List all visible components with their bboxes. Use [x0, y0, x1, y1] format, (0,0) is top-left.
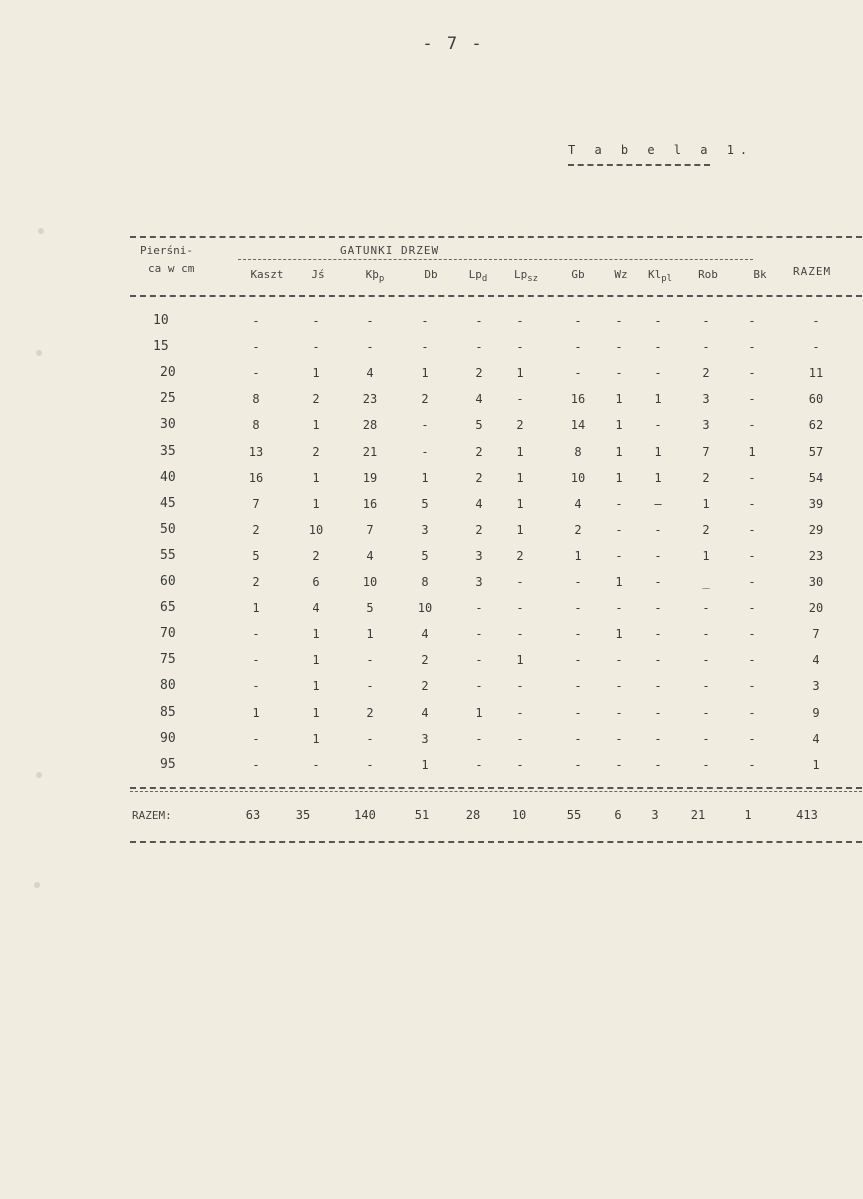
count-cell: - — [516, 705, 524, 720]
count-cell: 1 — [421, 757, 429, 772]
count-cell: - — [654, 757, 662, 772]
species-group-header: GATUNKI DRZEW — [340, 244, 440, 257]
count-cell: 1 — [312, 418, 320, 433]
count-cell: - — [615, 522, 623, 537]
count-cell: - — [615, 653, 623, 668]
count-cell: - — [574, 627, 582, 642]
column-total-cell: 140 — [354, 808, 376, 822]
count-cell: - — [574, 366, 582, 381]
diameter-cell: 80 — [160, 678, 176, 694]
count-cell: 10 — [570, 470, 586, 485]
species-header — [688, 268, 728, 281]
count-cell: - — [421, 418, 429, 433]
diameter-cell: 85 — [160, 704, 176, 720]
count-cell: - — [615, 314, 623, 328]
count-cell: 2 — [252, 575, 260, 589]
count-cell: 1 — [312, 366, 320, 381]
count-cell: 14 — [570, 418, 586, 433]
count-cell: 1 — [748, 444, 756, 459]
row-total-cell: 60 — [808, 392, 824, 407]
count-cell: 3 — [702, 418, 710, 433]
count-cell: - — [574, 679, 582, 694]
count-cell: - — [654, 314, 662, 328]
count-cell: 1 — [312, 705, 320, 720]
count-cell: 7 — [366, 522, 374, 537]
count-cell: - — [574, 314, 582, 328]
count-cell: 1 — [312, 653, 320, 668]
count-cell: 2 — [312, 392, 320, 407]
species-header-main: Kaszt — [250, 268, 284, 281]
diameter-cell: 40 — [160, 469, 176, 485]
row-total-cell: - — [812, 314, 820, 328]
column-total-cell: 63 — [245, 808, 261, 822]
count-cell: - — [654, 679, 662, 694]
count-cell: 5 — [421, 496, 429, 511]
count-cell: - — [615, 731, 623, 746]
count-cell: 3 — [421, 522, 429, 537]
species-header-main: Lp — [468, 268, 482, 281]
group-rule — [238, 259, 753, 260]
count-cell: - — [516, 314, 524, 328]
count-cell: 4 — [475, 392, 483, 407]
count-cell: 1 — [475, 705, 483, 720]
count-cell: 4 — [366, 366, 374, 381]
count-cell: — — [654, 496, 662, 511]
count-cell: - — [615, 548, 623, 563]
count-cell: - — [421, 340, 429, 355]
column-total-cell: 10 — [511, 808, 527, 822]
count-cell: - — [702, 314, 710, 328]
species-header — [355, 268, 395, 284]
diameter-header-line2: ca w cm — [148, 262, 195, 275]
count-cell: - — [702, 601, 710, 616]
count-cell: - — [748, 366, 756, 381]
diameter-cell: 65 — [160, 600, 176, 616]
count-cell: - — [312, 340, 320, 355]
count-cell: - — [475, 653, 483, 668]
count-cell: 1 — [574, 548, 582, 563]
count-cell: - — [615, 679, 623, 694]
count-cell: - — [475, 627, 483, 642]
species-header — [247, 268, 287, 281]
count-cell: - — [516, 627, 524, 642]
count-cell: 16 — [570, 392, 586, 407]
count-cell: 8 — [252, 418, 260, 433]
count-cell: - — [366, 679, 374, 694]
count-cell: - — [312, 314, 320, 328]
count-cell: 1 — [654, 392, 662, 407]
count-cell: - — [748, 548, 756, 563]
count-cell: - — [516, 601, 524, 616]
species-header — [740, 268, 780, 281]
count-cell: 4 — [421, 627, 429, 642]
count-cell: 2 — [475, 470, 483, 485]
count-cell: 3 — [475, 575, 483, 589]
count-cell: - — [615, 496, 623, 511]
row-total-cell: 3 — [812, 679, 820, 694]
row-total-cell: 11 — [808, 366, 824, 381]
count-cell: - — [252, 314, 260, 328]
count-cell: 3 — [702, 392, 710, 407]
column-total-cell: 35 — [295, 808, 311, 822]
count-cell: - — [574, 575, 582, 589]
count-cell: 7 — [702, 444, 710, 459]
count-cell: - — [615, 757, 623, 772]
count-cell: - — [748, 575, 756, 589]
count-cell: 23 — [362, 392, 378, 407]
count-cell: 1 — [615, 575, 623, 589]
count-cell: - — [312, 757, 320, 772]
total-column-header: RAZEM — [793, 265, 832, 278]
count-cell: 16 — [362, 496, 378, 511]
count-cell: - — [252, 731, 260, 746]
row-total-cell: 29 — [808, 522, 824, 537]
count-cell: - — [366, 731, 374, 746]
species-header — [640, 268, 680, 284]
count-cell: 8 — [252, 392, 260, 407]
row-total-cell: 62 — [808, 418, 824, 433]
count-cell: 1 — [312, 470, 320, 485]
count-cell: 1 — [516, 653, 524, 668]
count-cell: 2 — [516, 418, 524, 433]
count-cell: 1 — [516, 496, 524, 511]
count-cell: 3 — [475, 548, 483, 563]
count-cell: 1 — [312, 731, 320, 746]
count-cell: - — [366, 757, 374, 772]
diameter-cell: 10 — [153, 313, 169, 328]
count-cell: 8 — [574, 444, 582, 459]
column-total-cell: 3 — [651, 808, 659, 822]
count-cell: - — [702, 757, 710, 772]
punch-hole-mark — [36, 772, 42, 778]
count-cell: - — [516, 679, 524, 694]
punch-hole-mark — [36, 350, 42, 356]
punch-hole-mark — [34, 882, 40, 888]
page-number: - 7 - — [422, 34, 484, 54]
count-cell: 1 — [615, 444, 623, 459]
count-cell: - — [574, 757, 582, 772]
count-cell: 2 — [252, 522, 260, 537]
count-cell: - — [654, 522, 662, 537]
count-cell: 8 — [421, 575, 429, 589]
count-cell: 2 — [421, 653, 429, 668]
count-cell: 5 — [366, 601, 374, 616]
count-cell: - — [654, 418, 662, 433]
count-cell: 1 — [516, 522, 524, 537]
count-cell: 10 — [308, 522, 324, 537]
count-cell: 5 — [421, 548, 429, 563]
count-cell: - — [615, 705, 623, 720]
column-total-cell: 1 — [744, 808, 752, 822]
count-cell: 13 — [248, 444, 264, 459]
count-cell: 4 — [421, 705, 429, 720]
row-total-cell: - — [812, 340, 820, 355]
row-total-cell: 54 — [808, 470, 824, 485]
count-cell: 1 — [252, 601, 260, 616]
count-cell: 2 — [574, 522, 582, 537]
species-header — [506, 268, 546, 284]
count-cell: 2 — [516, 548, 524, 563]
count-cell: 2 — [475, 444, 483, 459]
count-cell: - — [475, 679, 483, 694]
count-cell: 1 — [312, 496, 320, 511]
column-total-cell: 28 — [465, 808, 481, 822]
count-cell: 1 — [615, 470, 623, 485]
count-cell: 1 — [516, 366, 524, 381]
count-cell: - — [654, 627, 662, 642]
count-cell: - — [702, 340, 710, 355]
count-cell: - — [366, 340, 374, 355]
count-cell: - — [748, 496, 756, 511]
count-cell: - — [252, 653, 260, 668]
count-cell: - — [421, 444, 429, 459]
count-cell: - — [516, 575, 524, 589]
count-cell: 2 — [312, 548, 320, 563]
count-cell: - — [574, 653, 582, 668]
count-cell: - — [748, 731, 756, 746]
diameter-cell: 15 — [153, 339, 169, 355]
diameter-cell: 95 — [160, 756, 176, 772]
species-header-main: Lp — [513, 268, 528, 281]
count-cell: - — [574, 705, 582, 720]
count-cell: - — [702, 627, 710, 642]
count-cell: - — [748, 679, 756, 694]
count-cell: _ — [702, 575, 710, 589]
species-header-main: Jś — [311, 268, 325, 281]
count-cell: 28 — [362, 418, 378, 433]
count-cell: - — [748, 522, 756, 537]
count-cell: - — [615, 366, 623, 381]
punch-hole-mark — [38, 228, 44, 234]
count-cell: - — [748, 470, 756, 485]
count-cell: - — [654, 601, 662, 616]
count-cell: - — [702, 679, 710, 694]
count-cell: - — [252, 627, 260, 642]
count-cell: 2 — [421, 392, 429, 407]
count-cell: - — [748, 757, 756, 772]
count-cell: 2 — [421, 679, 429, 694]
diameter-cell: 45 — [160, 495, 176, 511]
count-cell: 4 — [366, 548, 374, 563]
diameter-cell: 35 — [160, 443, 176, 459]
count-cell: 1 — [702, 548, 710, 563]
count-cell: 4 — [574, 496, 582, 511]
row-total-cell: 57 — [808, 444, 824, 459]
count-cell: - — [252, 757, 260, 772]
count-cell: - — [702, 731, 710, 746]
column-total-cell: 21 — [690, 808, 706, 822]
count-cell: - — [748, 340, 756, 355]
count-cell: - — [516, 731, 524, 746]
species-header-main: Bk — [753, 268, 767, 281]
count-cell: - — [654, 731, 662, 746]
count-cell: 5 — [252, 548, 260, 563]
count-cell: 19 — [362, 470, 378, 485]
row-total-cell: 9 — [812, 705, 820, 720]
species-header — [601, 268, 641, 281]
count-cell: 1 — [421, 366, 429, 381]
count-cell: 1 — [312, 627, 320, 642]
species-header — [558, 268, 598, 281]
count-cell: 2 — [475, 366, 483, 381]
count-cell: 5 — [475, 418, 483, 433]
count-cell: - — [252, 366, 260, 381]
species-header — [458, 268, 498, 284]
count-cell: - — [654, 548, 662, 563]
species-header — [298, 268, 338, 281]
count-cell: 2 — [475, 522, 483, 537]
count-cell: - — [702, 705, 710, 720]
count-cell: - — [516, 757, 524, 772]
count-cell: 1 — [421, 470, 429, 485]
count-cell: - — [475, 731, 483, 746]
column-total-cell: 51 — [414, 808, 430, 822]
count-cell: 3 — [421, 731, 429, 746]
count-cell: - — [516, 340, 524, 355]
diameter-cell: 30 — [160, 417, 176, 433]
count-cell: 1 — [312, 679, 320, 694]
row-total-cell: 23 — [808, 548, 824, 563]
count-cell: 2 — [312, 444, 320, 459]
species-header-main: Db — [424, 268, 438, 281]
count-cell: 1 — [516, 470, 524, 485]
count-cell: - — [252, 340, 260, 355]
species-header-main: Gb — [571, 268, 585, 281]
row-total-cell: 4 — [812, 731, 820, 746]
count-cell: 1 — [654, 470, 662, 485]
species-header-main: Kþ — [365, 268, 379, 281]
count-cell: - — [615, 601, 623, 616]
row-total-cell: 30 — [808, 575, 824, 589]
count-cell: - — [421, 314, 429, 328]
count-cell: 7 — [252, 496, 260, 511]
count-cell: - — [574, 601, 582, 616]
column-total-cell: 6 — [614, 808, 622, 822]
count-cell: 1 — [615, 392, 623, 407]
count-cell: 10 — [417, 601, 433, 616]
count-cell: 2 — [366, 705, 374, 720]
count-cell: 21 — [362, 444, 378, 459]
count-cell: 1 — [366, 627, 374, 642]
row-total-cell: 7 — [812, 627, 820, 642]
count-cell: 2 — [702, 366, 710, 381]
totals-top-rule-2 — [130, 791, 862, 792]
count-cell: - — [748, 601, 756, 616]
count-cell: 16 — [248, 470, 264, 485]
grand-total-cell: 413 — [796, 808, 818, 822]
count-cell: - — [475, 314, 483, 328]
count-cell: - — [475, 340, 483, 355]
species-header-subscript: p — [378, 274, 385, 285]
count-cell: 2 — [702, 470, 710, 485]
count-cell: - — [366, 653, 374, 668]
count-cell: 1 — [252, 705, 260, 720]
header-bottom-rule — [130, 295, 862, 297]
count-cell: - — [748, 418, 756, 433]
count-cell: - — [654, 366, 662, 381]
species-header-subscript: d — [481, 274, 488, 285]
count-cell: - — [475, 757, 483, 772]
count-cell: - — [654, 340, 662, 355]
table-top-rule — [130, 236, 862, 238]
table-bottom-rule — [130, 841, 862, 843]
diameter-cell: 60 — [160, 574, 176, 589]
species-header-main: Rob — [698, 268, 718, 281]
count-cell: - — [654, 653, 662, 668]
count-cell: - — [574, 340, 582, 355]
title-underline — [568, 164, 710, 166]
count-cell: 4 — [475, 496, 483, 511]
count-cell: - — [654, 705, 662, 720]
count-cell: - — [574, 731, 582, 746]
count-cell: - — [654, 575, 662, 589]
count-cell: 1 — [654, 444, 662, 459]
count-cell: - — [366, 314, 374, 328]
diameter-header-line1: Pierśni- — [140, 244, 193, 257]
species-header-main: Wz — [614, 268, 628, 281]
count-cell: - — [252, 679, 260, 694]
row-total-cell: 39 — [808, 496, 824, 511]
row-total-cell: 4 — [812, 653, 820, 668]
species-header-main: Kl — [647, 268, 662, 281]
column-total-cell: 55 — [566, 808, 582, 822]
count-cell: 1 — [702, 496, 710, 511]
count-cell: 1 — [516, 444, 524, 459]
count-cell: 1 — [615, 627, 623, 642]
species-header-subscript: pl — [661, 274, 673, 285]
diameter-cell: 75 — [160, 652, 176, 668]
species-header-subscript: sz — [527, 274, 539, 285]
count-cell: - — [748, 314, 756, 328]
diameter-cell: 70 — [160, 626, 176, 642]
diameter-cell: 90 — [160, 730, 176, 746]
table-title: T a b e l a 1. — [568, 143, 754, 157]
count-cell: - — [748, 653, 756, 668]
diameter-cell: 55 — [160, 547, 176, 563]
count-cell: - — [615, 340, 623, 355]
diameter-cell: 25 — [160, 391, 176, 407]
row-total-cell: 1 — [812, 757, 820, 772]
totals-top-rule — [130, 787, 862, 789]
diameter-cell: 50 — [160, 521, 176, 537]
count-cell: - — [748, 705, 756, 720]
count-cell: - — [475, 601, 483, 616]
count-cell: 2 — [702, 522, 710, 537]
species-header — [411, 268, 451, 281]
count-cell: 1 — [615, 418, 623, 433]
count-cell: - — [748, 627, 756, 642]
count-cell: - — [748, 392, 756, 407]
count-cell: - — [516, 392, 524, 407]
count-cell: 10 — [362, 575, 378, 589]
count-cell: - — [702, 653, 710, 668]
row-total-cell: 20 — [808, 601, 824, 616]
count-cell: 4 — [312, 601, 320, 616]
diameter-cell: 20 — [160, 365, 176, 381]
totals-label: RAZEM: — [132, 809, 172, 822]
count-cell: 6 — [312, 575, 320, 589]
